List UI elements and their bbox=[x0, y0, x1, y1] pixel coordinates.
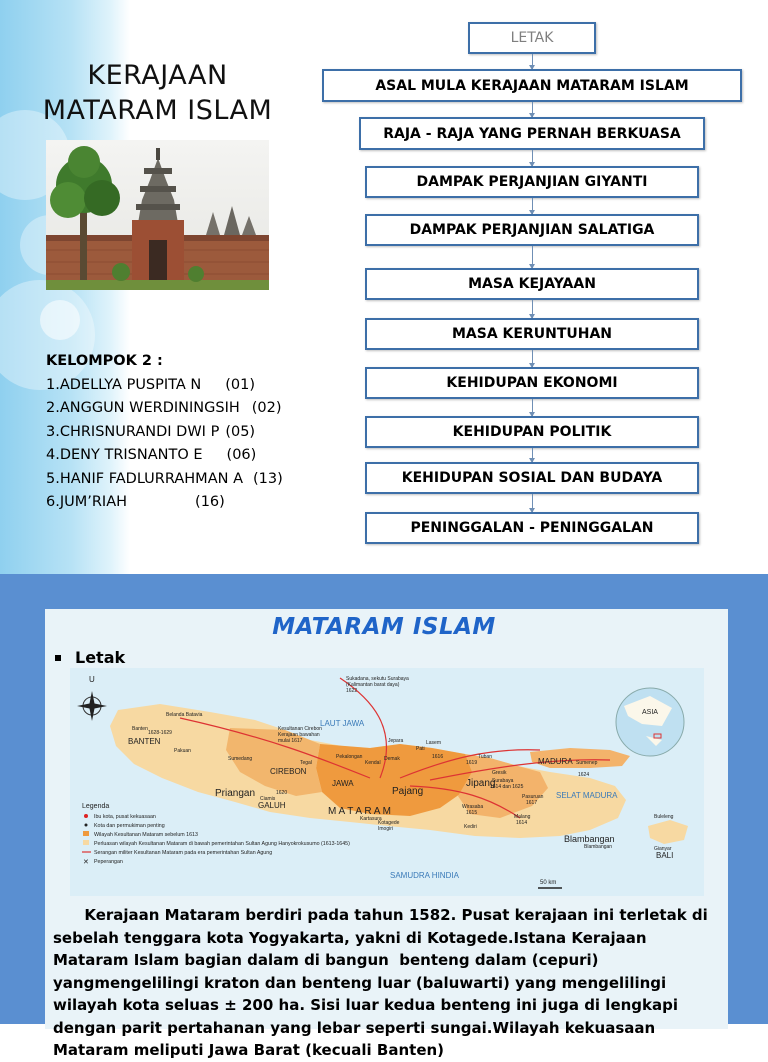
region-label: MADURA bbox=[538, 757, 573, 766]
member-row bbox=[46, 468, 336, 492]
flow-arrow bbox=[532, 246, 533, 268]
place-label: Gresik bbox=[492, 770, 507, 776]
slide-2 bbox=[0, 574, 768, 1059]
member-number: (02) bbox=[251, 400, 282, 416]
inset-label: ASIA bbox=[642, 709, 658, 716]
place-label: Kartasura bbox=[360, 816, 382, 822]
place-label: Pati bbox=[416, 746, 425, 752]
member-row bbox=[46, 421, 336, 445]
place-label: Sukadana, sekutu Surabaya bbox=[346, 676, 409, 682]
member-name: 3.CHRISNURANDI DWI P bbox=[46, 423, 220, 440]
place-label: Buleleng bbox=[654, 814, 674, 820]
flow-box-raja[interactable]: RAJA - RAJA YANG PERNAH BERKUASA bbox=[359, 117, 705, 150]
place-label: 1619 bbox=[466, 760, 478, 766]
place-label: 1615 bbox=[466, 810, 478, 816]
region-label: M A T A R A M bbox=[328, 806, 391, 817]
legend-item: Ibu kota, pusat kekuasaan bbox=[94, 814, 156, 820]
place-label: Surabaya bbox=[492, 778, 514, 784]
globe-inset-icon bbox=[616, 688, 684, 756]
place-label: Gianyar bbox=[654, 846, 672, 852]
place-label: 1622 bbox=[346, 688, 358, 694]
legend-item: Peperangan bbox=[94, 859, 123, 865]
bullet-label: Letak bbox=[75, 648, 126, 667]
place-label: (Kalimantan barat daya) bbox=[346, 682, 400, 688]
place-label: Kesultanan Cirebon bbox=[278, 726, 322, 732]
legend-item: Serangan militer Kesultanan Mataram pada era pemerintahan Sultan Agung bbox=[94, 850, 273, 856]
place-label: Kediri bbox=[464, 824, 477, 830]
place-label: Banten bbox=[132, 726, 148, 732]
place-label: Kotagede bbox=[378, 820, 400, 826]
member-row bbox=[46, 397, 336, 421]
flow-box-salatiga[interactable]: DAMPAK PERJANJIAN SALATIGA bbox=[365, 214, 699, 246]
java-map bbox=[70, 668, 704, 896]
legend-item: Wilayah Kesultanan Mataram sebelum 1613 bbox=[94, 832, 198, 838]
place-label: 1628-1629 bbox=[148, 730, 172, 736]
group-heading: KELOMPOK 2 : bbox=[46, 353, 163, 369]
flow-box-politik[interactable]: KEHIDUPAN POLITIK bbox=[365, 416, 699, 448]
sea-north-label: LAUT JAWA bbox=[320, 719, 365, 728]
member-number: (16) bbox=[195, 494, 225, 510]
place-label: Demak bbox=[384, 756, 400, 762]
sea-south-label: SAMUDRA HINDIA bbox=[390, 871, 459, 880]
region-label: Pajang bbox=[392, 786, 424, 797]
page-title bbox=[20, 58, 295, 128]
legend-expansion-icon bbox=[83, 840, 89, 845]
member-name: 4.DENY TRISNANTO E bbox=[46, 447, 203, 463]
place-label: Belanda Batavia bbox=[166, 712, 203, 718]
region-label: Priangan bbox=[215, 788, 256, 799]
region-label: GALUH bbox=[258, 801, 286, 810]
legend-item: Kota dan permukiman penting bbox=[94, 823, 165, 829]
member-number: (06) bbox=[226, 447, 257, 463]
place-label: Ciamis bbox=[260, 796, 276, 802]
place-label: Lasem bbox=[426, 740, 442, 746]
flow-arrow bbox=[532, 102, 533, 117]
flow-arrow bbox=[532, 494, 533, 512]
scale-label: 50 km bbox=[540, 880, 557, 886]
flow-box-keruntuhan[interactable]: MASA KERUNTUHAN bbox=[365, 318, 699, 350]
member-name: 5.HANIF FADLURRAHMAN A bbox=[46, 470, 243, 487]
place-label: Kerajaan bawahan bbox=[278, 732, 320, 738]
flow-arrow bbox=[532, 54, 533, 69]
flow-arrow bbox=[532, 300, 533, 318]
region-label: BANTEN bbox=[128, 737, 161, 746]
place-label: 1616 bbox=[432, 754, 444, 760]
legend-item: Perluasan wilayah Kesultanan Mataram di bawah pemerintahan Sultan Agung Hanyokrokusumo (1613-1645) bbox=[94, 841, 350, 847]
place-label: Sumedang bbox=[228, 756, 253, 762]
flow-box-letak[interactable]: LETAK bbox=[468, 22, 596, 54]
place-label: Tegal bbox=[300, 760, 312, 766]
flow-box-ekonomi[interactable]: KEHIDUPAN EKONOMI bbox=[365, 367, 699, 399]
region-label: BALI bbox=[656, 851, 674, 860]
bullet-icon bbox=[55, 655, 61, 661]
place-label: Tuban bbox=[478, 754, 492, 760]
flow-box-giyanti[interactable]: DAMPAK PERJANJIAN GIYANTI bbox=[365, 166, 699, 198]
legend-core-icon bbox=[83, 831, 89, 836]
flow-arrow bbox=[532, 399, 533, 416]
place-label: 1617 bbox=[526, 800, 538, 806]
member-number: (01) bbox=[225, 376, 256, 393]
member-name: 2.ANGGUN WERDININGSIH bbox=[46, 400, 240, 416]
place-label: mulai 1617 bbox=[278, 738, 303, 744]
place-label: 1614 dan 1625 bbox=[490, 784, 524, 790]
place-label: Blambangan bbox=[584, 844, 613, 850]
compass-label: U bbox=[89, 675, 95, 684]
member-number: (05) bbox=[225, 423, 256, 440]
region-label: CIREBON bbox=[270, 767, 307, 776]
member-row bbox=[46, 491, 336, 515]
map-title: MATARAM ISLAM bbox=[272, 614, 496, 640]
group-members bbox=[46, 350, 336, 515]
strait-label: SELAT MADURA bbox=[556, 791, 618, 800]
flow-arrow bbox=[532, 150, 533, 166]
region-label: JAWA bbox=[332, 779, 354, 788]
flow-box-asal-mula[interactable]: ASAL MULA KERAJAAN MATARAM ISLAM bbox=[322, 69, 742, 102]
flow-arrow bbox=[532, 448, 533, 462]
place-label: Pasuruan bbox=[522, 794, 544, 800]
place-label: Pekalongan bbox=[336, 754, 363, 760]
bullet-letak bbox=[55, 648, 125, 667]
place-label: 1620 bbox=[276, 790, 288, 796]
member-row bbox=[46, 374, 336, 398]
body-paragraph: Kerajaan Mataram berdiri pada tahun 1582. Pusat kerajaan ini terletak di sebelah tenggara kota Yogyakarta, yakni di Kotagede.Istana Kerajaan Mataram Islam bagian dalam di bangun benteng dalam (cepuri) yangmengelilingi kraton dan benteng luar (baluwarti) yang mengelilingi wilayah kota seluas ± 200 ha. Sisi luar kedua benteng ini juga di lengkapi dengan parit pertahanan yang lebar seperti sungai.Wilayah kekuasaan Mataram meliputi Jawa Barat (kecuali Banten) bbox=[53, 906, 714, 1059]
flow-box-kejayaan[interactable]: MASA KEJAYAAN bbox=[365, 268, 699, 300]
place-label: Jepara bbox=[388, 738, 404, 744]
member-name: 6.JUM’RIAH bbox=[46, 494, 128, 510]
member-name: 1.ADELLYA PUSPITA N bbox=[46, 376, 202, 393]
legend-battle-icon: ✕ bbox=[83, 859, 89, 866]
decorative-bubble bbox=[40, 300, 80, 340]
title-line-1: KERAJAAN bbox=[87, 60, 228, 91]
member-row bbox=[46, 444, 336, 468]
temple-photo bbox=[46, 140, 269, 290]
legend-capital-icon bbox=[84, 814, 88, 818]
place-label: Wirasaba bbox=[462, 804, 484, 810]
place-label: Imogiri bbox=[378, 826, 394, 832]
region-label: Jipang bbox=[466, 778, 496, 789]
flow-arrow bbox=[532, 198, 533, 214]
legend-title: Legenda bbox=[82, 803, 110, 810]
title-line-2: MATARAM ISLAM bbox=[42, 95, 273, 126]
member-number: (13) bbox=[252, 470, 283, 487]
place-label: Malang bbox=[514, 814, 531, 820]
place-label: 1624 bbox=[578, 772, 590, 778]
place-label: Kendal bbox=[365, 760, 381, 766]
flow-box-sosial-budaya[interactable]: KEHIDUPAN SOSIAL DAN BUDAYA bbox=[365, 462, 699, 494]
flow-box-peninggalan[interactable]: PENINGGALAN - PENINGGALAN bbox=[365, 512, 699, 544]
flow-arrow bbox=[532, 350, 533, 367]
place-label: 1614 bbox=[516, 820, 528, 826]
place-label: Sumenep bbox=[576, 760, 598, 766]
place-label: Pakuan bbox=[174, 748, 191, 754]
legend-city-icon bbox=[85, 824, 88, 827]
region-label: Blambangan bbox=[564, 834, 615, 844]
